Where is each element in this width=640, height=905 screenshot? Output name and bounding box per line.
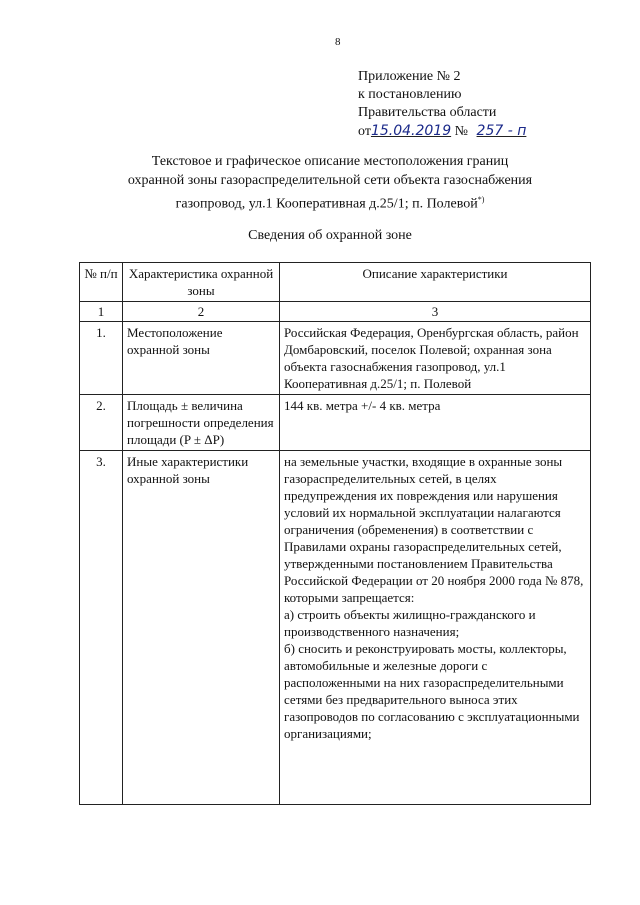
appendix-block [358,68,531,141]
table-header-row [80,263,591,302]
handwritten-number: 257 - п [476,123,527,139]
number-label: № [454,124,468,139]
page-number: 8 [335,36,341,48]
index-cell: 1 [80,302,123,322]
header-characteristic: Характеристика охранной зоны [123,263,280,302]
header-description: Описание характеристики [280,263,591,302]
restriction-item-a: а) строить объекты жилищно-гражданского и производственного назначения; [284,607,536,639]
index-cell: 2 [123,302,280,322]
row-description [280,451,591,805]
handwritten-date: 15.04.2019 [370,123,452,139]
row-number: 2. [80,395,123,451]
table-row [80,322,591,395]
appendix-label: Приложение № 2 [358,69,461,84]
footnote-mark: *) [477,195,485,204]
row-characteristic: Площадь ± величина погрешности определения площади (P ± ΔP) [123,395,280,451]
table-row [80,395,591,451]
from-label: от [358,124,371,139]
restrictions-intro: на земельные участки, входящие в охранные зоны газораспределительных сетей, в целях предупреждения их повреждения или нарушения условий их нормальной эксплуатации налагаются ограничения (обременения) в соответствии с Правилами охраны газораспределительных сетей, утвержденными постановлением Правительства Российской Федерации от 20 ноября 2000 года № 878, которыми запрещается: [284,454,584,605]
title-line-3 [60,190,600,214]
row-number: 3. [80,451,123,805]
appendix-date-number [358,122,531,141]
section-subtitle: Сведения об охранной зоне [248,228,412,243]
header-number: № п/п [80,263,123,302]
table-index-row [80,302,591,322]
row-description: 144 кв. метра +/- 4 кв. метра [280,395,591,451]
row-characteristic: Местоположение охранной зоны [123,322,280,395]
row-characteristic: Иные характеристики охранной зоны [123,451,280,805]
title-line-3-text: газопровод, ул.1 Кооперативная д.25/1; п. Полевой [175,196,478,212]
index-cell: 3 [280,302,591,322]
restriction-item-b: б) сносить и реконструировать мосты, коллекторы, автомобильные и железные дороги с расположенными на них газораспределительными сетями без предварительного выноса этих газопроводов по согласованию с эксплуатационными организациями; [284,641,580,741]
appendix-to-resolution: к постановлению [358,87,462,102]
row-number: 1. [80,322,123,395]
document-title [60,152,600,214]
protection-zone-table [79,262,591,805]
row-description: Российская Федерация, Оренбургская область, район Домбаровский, поселок Полевой; охранная зона объекта газоснабжения газопровод, ул.1 Кооперативная д.25/1; п. Полевой [280,322,591,395]
title-line-2: охранной зоны газораспределительной сети объекта газоснабжения [127,173,533,188]
title-line-1: Текстовое и графическое описание местоположения границ [151,154,509,169]
appendix-government: Правительства области [358,105,497,120]
table-row [80,451,591,805]
